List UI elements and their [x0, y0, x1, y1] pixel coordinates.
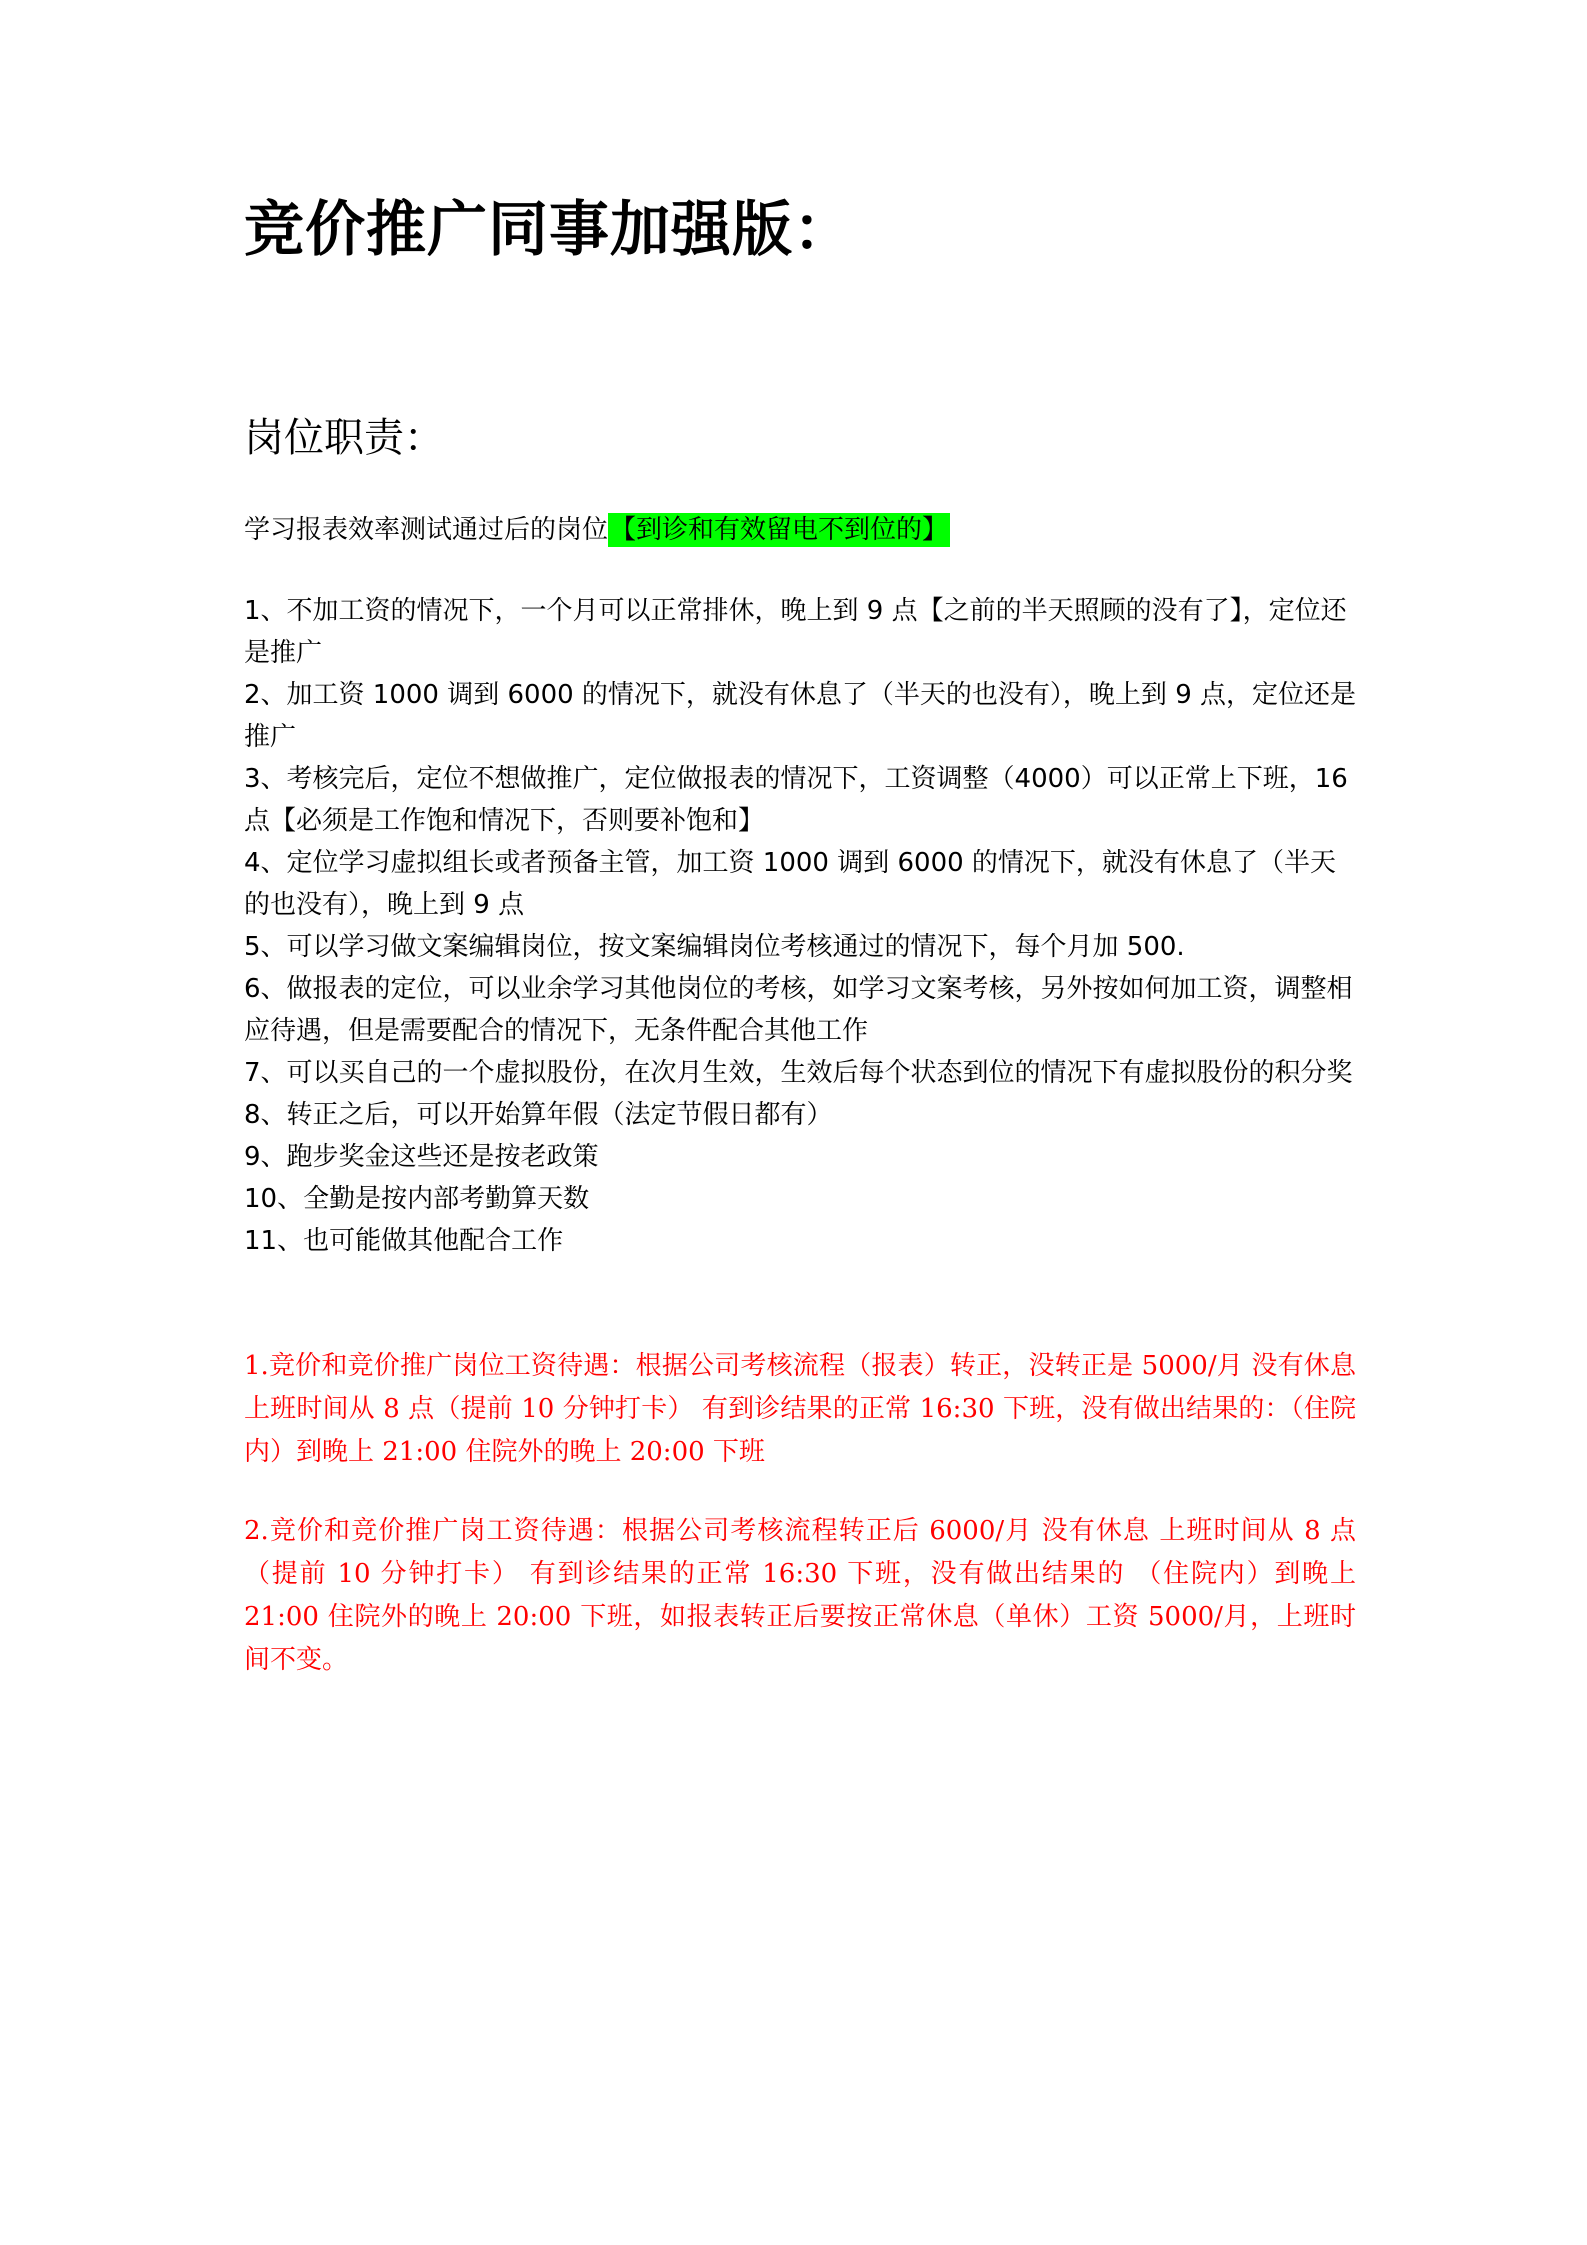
document-title: 竞价推广同事加强版： — [244, 195, 854, 265]
list-item: 8、转正之后，可以开始算年假（法定节假日都有） — [244, 1100, 833, 1130]
section-heading: 岗位职责： — [244, 415, 444, 461]
duty-list — [244, 590, 1356, 1262]
list-item: 11、也可能做其他配合工作 — [244, 1226, 564, 1256]
list-item: 1、不加工资的情况下，一个月可以正常排休，晚上到 9 点【之前的半天照顾的没有了】，定位还是推广 — [244, 596, 1347, 668]
list-item: 10、全勤是按内部考勤算天数 — [244, 1184, 590, 1214]
intro-line — [244, 508, 950, 552]
list-item: 4、定位学习虚拟组长或者预备主管，加工资 1000 调到 6000 的情况下，就没有休息了（半天的也没有），晚上到 9 点 — [244, 848, 1336, 920]
salary-paragraph-2: 2.竞价和竞价推广岗工资待遇：根据公司考核流程转正后 6000/月 没有休息 上班时间从 8 点（提前 10 分钟打卡） 有到诊结果的正常 16:30 下班，没有做出结果的 （住院内）到晚上 21:00 住院外的晚上 20:00 下班，如报表转正后要按正常休息（单休）工资 5000/月，上班时间不变。 — [244, 1516, 1356, 1675]
salary-paragraph-1: 1.竞价和竞价推广岗位工资待遇：根据公司考核流程（报表）转正，没转正是 5000/月 没有休息 上班时间从 8 点（提前 10 分钟打卡） 有到诊结果的正常 16:30 下班，没有做出结果的：（住院内）到晚上 21:00 住院外的晚上 20:00 下班 — [244, 1351, 1356, 1467]
list-item: 7、可以买自己的一个虚拟股份，在次月生效，生效后每个状态到位的情况下有虚拟股份的积分奖 — [244, 1058, 1353, 1088]
document-page — [244, 180, 1357, 1675]
intro-highlight: 【到诊和有效留电不到位的】 — [610, 515, 949, 545]
list-item: 3、考核完后，定位不想做推广，定位做报表的情况下，工资调整（4000）可以正常上下班，16 点【必须是工作饱和情况下，否则要补饱和】 — [244, 764, 1348, 836]
list-item: 5、可以学习做文案编辑岗位，按文案编辑岗位考核通过的情况下，每个月加 500. — [244, 932, 1185, 962]
list-item: 6、做报表的定位，可以业余学习其他岗位的考核，如学习文案考核，另外按如何加工资，调整相应待遇，但是需要配合的情况下，无条件配合其他工作 — [244, 974, 1353, 1046]
intro-text: 学习报表效率测试通过后的岗位 — [244, 515, 609, 545]
list-item: 2、加工资 1000 调到 6000 的情况下，就没有休息了（半天的也没有），晚上到 9 点，定位还是推广 — [244, 680, 1357, 752]
list-item: 9、跑步奖金这些还是按老政策 — [244, 1142, 599, 1172]
